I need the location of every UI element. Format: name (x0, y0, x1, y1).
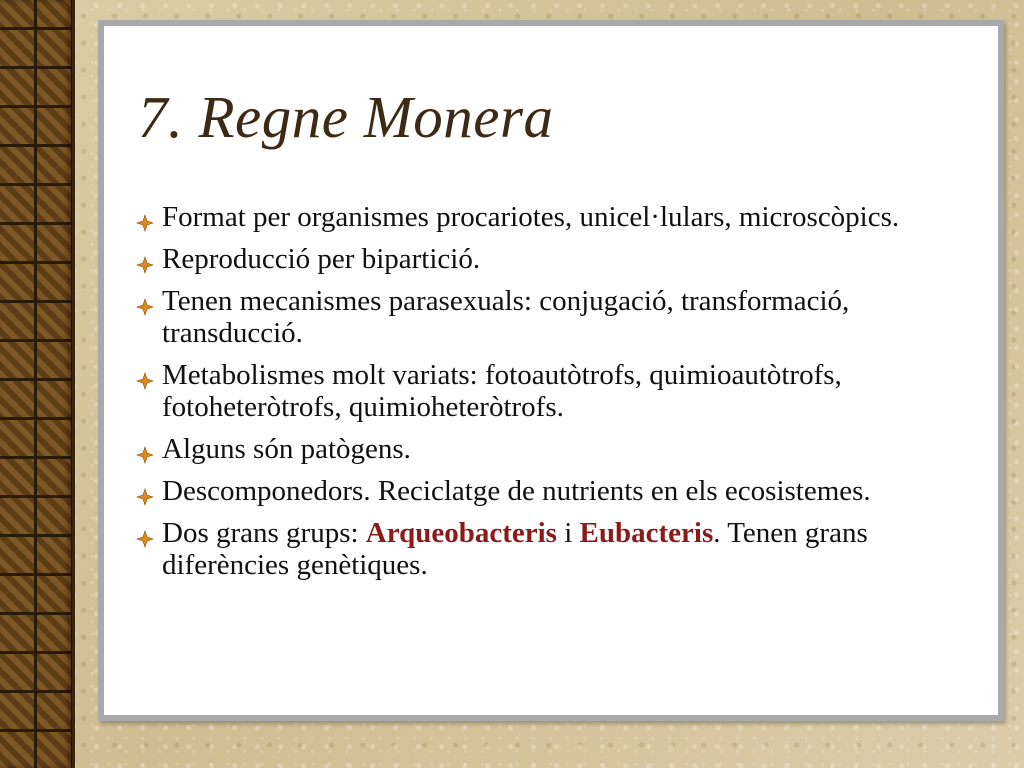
bullet-text: Reproducció per bipartició. (162, 243, 481, 275)
star-bullet-icon (136, 298, 154, 316)
highlight-term-arqueobacteris: Arqueobacteris (365, 517, 557, 549)
bullet-item (136, 243, 976, 275)
bullet-item (136, 433, 976, 465)
bullet-item (136, 475, 976, 507)
star-bullet-icon (136, 530, 154, 548)
star-bullet-icon (136, 488, 154, 506)
star-bullet-icon (136, 372, 154, 390)
star-bullet-icon (136, 446, 154, 464)
slide-content-panel (104, 26, 998, 715)
bullet-item (136, 517, 976, 581)
slide-title: 7. Regne Monera (138, 84, 554, 150)
bullet-text: Metabolismes molt variats: fotoautòtrofs, quimioautòtrofs, fotoheteròtrofs, quimioheteròtrofs. (162, 359, 842, 423)
bullet-text: Descomponedors. Reciclatge de nutrients en els ecosistemes. (162, 475, 871, 507)
bullet-text-suffix: . Tenen grans diferències genètiques. (162, 517, 868, 581)
bullet-text: Format per organismes procariotes, unicel·lulars, microscòpics. (162, 201, 900, 233)
highlight-term-eubacteris: Eubacteris (579, 517, 714, 549)
decorative-border-strip (0, 0, 75, 768)
bullet-list (136, 201, 976, 591)
bullet-text: Tenen mecanismes parasexuals: conjugació, transformació, transducció. (162, 285, 850, 349)
slide-frame (98, 20, 1004, 721)
bullet-item (136, 201, 976, 233)
star-bullet-icon (136, 256, 154, 274)
bullet-text-prefix: Dos grans grups: (162, 517, 366, 549)
star-bullet-icon (136, 214, 154, 232)
bullet-text: Alguns són patògens. (162, 433, 411, 465)
bullet-item (136, 359, 976, 423)
bullet-item (136, 285, 976, 349)
bullet-text-mid: i (556, 517, 580, 549)
